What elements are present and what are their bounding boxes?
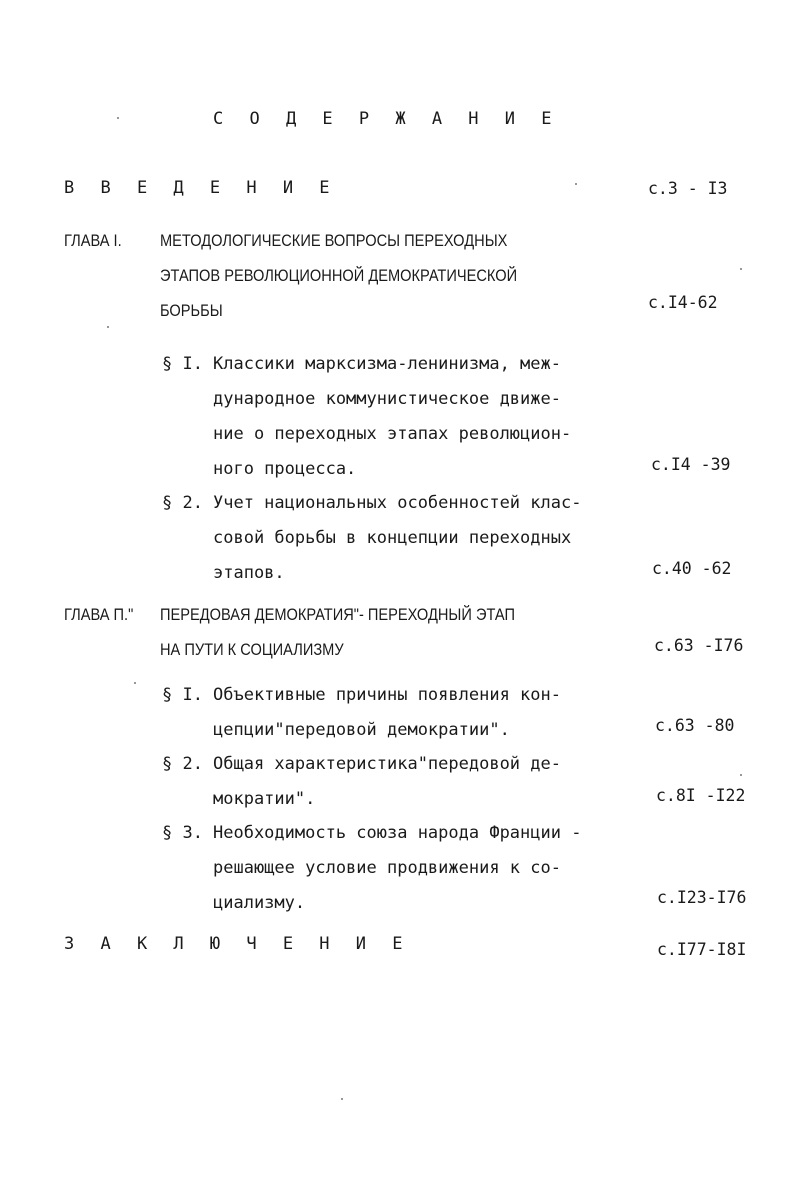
section-number: § 2. (162, 493, 203, 513)
chapter-1-title-line: МЕТОДОЛОГИЧЕСКИЕ ВОПРОСЫ ПЕРЕХОДНЫХ (160, 231, 508, 250)
section-line: ние о переходных этапах революцион- (213, 424, 572, 444)
introduction-pages: с.3 - I3 (648, 179, 728, 198)
section-number: § 2. (162, 754, 203, 774)
section-line: решающее условие продвижения к со- (213, 858, 561, 878)
scan-speck (341, 1098, 343, 1100)
chapter-1-title-line: ЭТАПОВ РЕВОЛЮЦИОННОЙ ДЕМОКРАТИЧЕСКОЙ (160, 266, 518, 285)
section-line: совой борьбы в концепции переходных (213, 528, 572, 548)
section-line: Классики марксизма-ленинизма, меж- (213, 354, 561, 374)
introduction-label: В В Е Д Е Н И Е (64, 178, 338, 198)
section-line: Необходимость союза народа Франции - (213, 823, 582, 843)
scan-speck (117, 117, 119, 119)
scan-speck (740, 774, 742, 776)
section-line: ного процесса. (213, 459, 357, 479)
section-line: Объективные причины появления кон- (213, 685, 561, 705)
chapter-1-title-line: БОРЬБЫ (160, 301, 223, 320)
chapter-2-title-line: НА ПУТИ К СОЦИАЛИЗМУ (160, 640, 344, 659)
section-line: дународное коммунистическое движе- (213, 389, 561, 409)
section-line: Учет национальных особенностей клас- (213, 493, 582, 513)
section-line: мократии". (213, 789, 316, 809)
section-line: Общая характеристика"передовой де- (213, 754, 561, 774)
chapter-2-title-line: ПЕРЕДОВАЯ ДЕМОКРАТИЯ"- ПЕРЕХОДНЫЙ ЭТАП (160, 605, 515, 624)
section-line: циализму. (213, 893, 306, 913)
scan-speck (575, 183, 577, 185)
section-number: § I. (162, 685, 203, 705)
conclusion-label: З А К Л Ю Ч Е Н И Е (64, 934, 411, 954)
chapter-1-pages: с.I4-62 (648, 293, 718, 312)
scan-speck (134, 682, 136, 684)
chapter-2-pages: с.63 -I76 (654, 636, 744, 655)
section-number: § I. (162, 354, 203, 374)
section-line: цепции"передовой демократии". (213, 720, 510, 740)
page-title: С О Д Е Р Ж А Н И Е (213, 109, 560, 129)
section-pages: с.I23-I76 (657, 888, 747, 907)
conclusion-pages: с.I77-I8I (657, 940, 747, 959)
chapter-2-prefix: ГЛАВА П." (64, 605, 134, 624)
scan-speck (107, 326, 109, 328)
section-pages: с.8I -I22 (656, 786, 746, 805)
scan-speck (740, 268, 742, 270)
section-pages: с.40 -62 (652, 559, 732, 578)
section-line: этапов. (213, 563, 285, 583)
section-pages: с.63 -80 (655, 716, 735, 735)
chapter-1-prefix: ГЛАВА I. (64, 231, 122, 250)
section-number: § 3. (162, 823, 203, 843)
section-pages: с.I4 -39 (651, 455, 731, 474)
